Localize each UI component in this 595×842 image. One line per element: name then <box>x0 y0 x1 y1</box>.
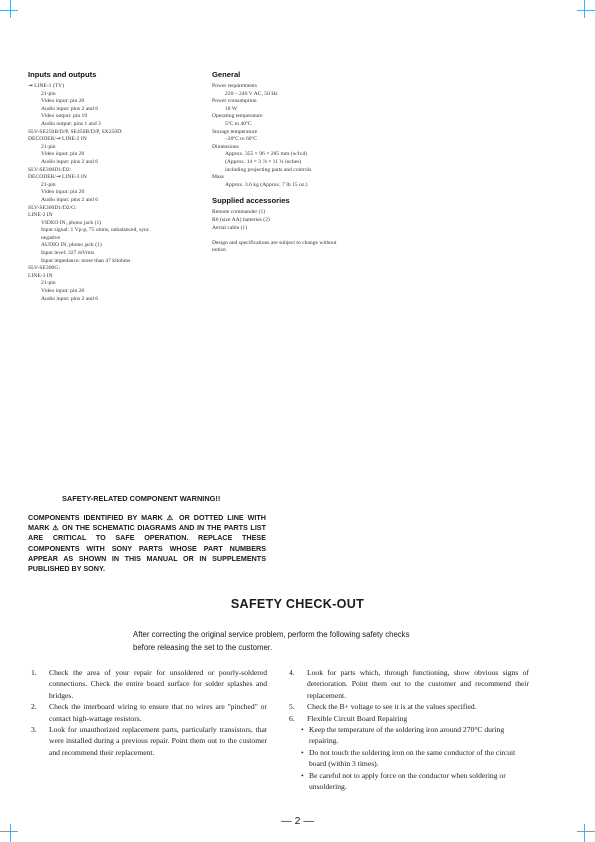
spec-line: Audio input: pins 2 and 6 <box>41 158 99 165</box>
inputs-outputs-heading: Inputs and outputs <box>28 70 97 79</box>
spec-line: Mass <box>212 174 224 181</box>
checkout-right-column <box>289 667 529 792</box>
spec-line: 5ºC to 40ºC <box>225 120 252 127</box>
bullet-item <box>289 747 529 770</box>
spec-line: SLV-SE300G: <box>28 265 60 272</box>
spec-line: Input impedance: more than 47 kilohms <box>41 257 131 264</box>
spec-line: SLV-SE300D1/D2/G: <box>28 204 77 211</box>
checkout-item-number: 3. <box>31 725 37 735</box>
spec-line: VIDEO IN, phono jack (1) <box>41 219 102 226</box>
checkout-item <box>289 667 529 701</box>
spec-line: Power requirements <box>212 83 257 89</box>
bullet-icon: • <box>301 747 304 757</box>
spec-line: including projecting parts and controls <box>225 166 312 173</box>
checkout-item-number: 5. <box>289 702 295 712</box>
spec-line: Power consumption <box>212 98 257 105</box>
checkout-left-column <box>31 667 267 758</box>
spec-line: 21-pin <box>41 90 56 97</box>
spec-line: Video input: pin 20 <box>41 189 85 196</box>
checkout-item <box>289 713 529 724</box>
spec-line: 220 – 240 V AC, 50 Hz <box>225 90 278 97</box>
general-heading: General <box>212 70 241 79</box>
spec-line: R6 (size AA) batteries (2) <box>212 216 270 223</box>
spec-line: Aerial cable (1) <box>212 224 248 231</box>
spec-line: Dimensions <box>212 143 239 150</box>
checkout-item-text: Check the B+ voltage to see it is at the values specified. <box>307 702 477 712</box>
checkout-item-number: 4. <box>289 668 295 677</box>
spec-line: DECODER/⇥ LINE-2 IN <box>28 136 87 143</box>
spec-line: Approx. 355 × 96 × 285 mm (w/h/d) <box>225 151 308 158</box>
spec-line: SLV-SE250B/D/P, SE450B/D/P, SX250D: <box>28 128 123 135</box>
spec-line <box>212 232 387 240</box>
crop-mark-top-right-h <box>577 10 595 11</box>
spec-line: ⇥ LINE-1 (TV) <box>28 83 65 89</box>
spec-line: Design and specifications are subject to change without <box>212 239 337 246</box>
spec-line: 21-pin <box>41 143 56 150</box>
spec-line: Audio input: pins 2 and 6 <box>41 196 99 203</box>
checkout-item <box>289 701 529 712</box>
bullet-text: Be careful not to apply force on the conductor when soldering or unsoldering. <box>309 770 506 792</box>
checkout-item <box>31 724 267 758</box>
bullet-icon: • <box>301 725 304 735</box>
spec-line: 21-pin <box>41 181 56 188</box>
general-section <box>212 70 387 255</box>
spec-line: Storage temperature <box>212 128 258 135</box>
spec-line: Audio input: pins 2 and 6 <box>41 295 99 302</box>
spec-line: Video output: pin 19 <box>41 113 88 120</box>
bullet-icon: • <box>301 770 304 780</box>
spec-line: LINE-3 IN <box>28 272 53 279</box>
bullet-text: Do not touch the soldering iron on the same conductor of the circuit board (within 3 times). <box>309 747 516 769</box>
bullet-item <box>289 724 529 747</box>
checkout-item-text: Check the interboard wiring to ensure that no wires are "pinched" or contact high-wattage resistors. <box>49 702 267 723</box>
crop-mark-top-right <box>584 0 585 18</box>
flex-board-bullets <box>289 724 529 792</box>
inputs-outputs-lines <box>28 83 203 303</box>
spec-line: –20ºC to 60ºC <box>225 136 258 143</box>
accessories-lines <box>212 209 387 255</box>
section-gap <box>212 189 387 196</box>
safety-warning-heading: SAFETY-RELATED COMPONENT WARNING!! <box>62 494 221 503</box>
spec-line: Remote commander (1) <box>212 209 266 216</box>
spec-line: Video input: pin 20 <box>41 98 85 105</box>
spec-line: Video input: pin 20 <box>41 151 85 158</box>
bullet-item <box>289 770 529 793</box>
checkout-item-number: 2. <box>31 702 37 712</box>
spec-line: LINE-2 IN <box>28 212 53 219</box>
checkout-item-text: Look for parts which, through functioning, show obvious signs of deterioration. Point them out to the customer and recommend their replacement. <box>307 668 529 700</box>
spec-line: Audio input: pins 2 and 6 <box>41 105 99 112</box>
spec-line: Video input: pin 20 <box>41 288 85 295</box>
spec-line: Approx. 3.6 kg (Approx. 7 lb 15 oz.) <box>225 181 308 188</box>
checkout-item-text: Check the area of your repair for unsoldered or poorly-soldered connections. Check the entire board surface for solder splashes and bridges. <box>49 668 267 700</box>
spec-line: Audio output: pins 1 and 3 <box>41 120 101 127</box>
checkout-item <box>31 701 267 724</box>
accessories-heading: Supplied accessories <box>212 196 290 206</box>
crop-mark-top-left-h <box>0 10 18 11</box>
checkout-item-number: 6. <box>289 713 295 723</box>
crop-mark-bottom-right-h <box>577 831 595 832</box>
spec-line: (Approx. 14 × 3 ⅞ × 11 ¼ inches) <box>225 158 302 165</box>
general-lines <box>212 83 387 189</box>
safety-warning-body: COMPONENTS IDENTIFIED BY MARK ⚠ OR DOTTED LINE WITH MARK ⚠ ON THE SCHEMATIC DIAGRAMS AND IN THE PARTS LIST ARE CRITICAL TO SAFE OPERATION. REPLACE THESE COMPONENTS WITH SONY PARTS WHOSE PART NUMBERS APPEAR AS SHOWN IN THIS MANUAL OR IN SUPPLEMENTS PUBLISHED BY SONY. <box>28 513 266 574</box>
spec-line: negative <box>41 234 60 241</box>
spec-line: SLV-SE300D1/D2: <box>28 166 72 173</box>
spec-line: Input level: 327 mVrms <box>41 250 95 257</box>
checkout-item-number: 1. <box>31 668 37 677</box>
spec-line: notice. <box>212 247 228 254</box>
checkout-right-items <box>289 667 529 724</box>
crop-mark-top-left <box>10 0 11 18</box>
crop-mark-bottom-left-h <box>0 831 18 832</box>
safety-checkout-intro: After correcting the original service problem, perform the following safety checks before releasing the set to the customer. <box>133 630 410 652</box>
checkout-item-text: Flexible Circuit Board Repairing <box>307 713 408 723</box>
inputs-outputs-section <box>28 70 203 303</box>
page-number: — 2 — <box>281 815 314 827</box>
spec-line: DECODER/⇥ LINE-3 IN <box>28 174 87 181</box>
checkout-item-text: Look for unauthorized replacement parts, particularly transistors, that were installed during a previous repair. Point them out to the customer and recommend their replacement. <box>49 725 267 757</box>
bullet-text: Keep the temperature of the soldering iron around 270°C during repairing. <box>309 725 505 746</box>
checkout-item <box>31 667 267 701</box>
spec-line: Operating temperature <box>212 113 263 120</box>
safety-checkout-title: SAFETY CHECK-OUT <box>230 597 365 611</box>
spec-line: AUDIO IN, phono jack (1) <box>41 242 102 249</box>
spec-line: 18 W <box>225 105 238 112</box>
spec-line: Input signal: 1 Vp-p, 75 ohms, unbalanced, sync <box>41 227 150 234</box>
spec-line: 21-pin <box>41 280 56 287</box>
